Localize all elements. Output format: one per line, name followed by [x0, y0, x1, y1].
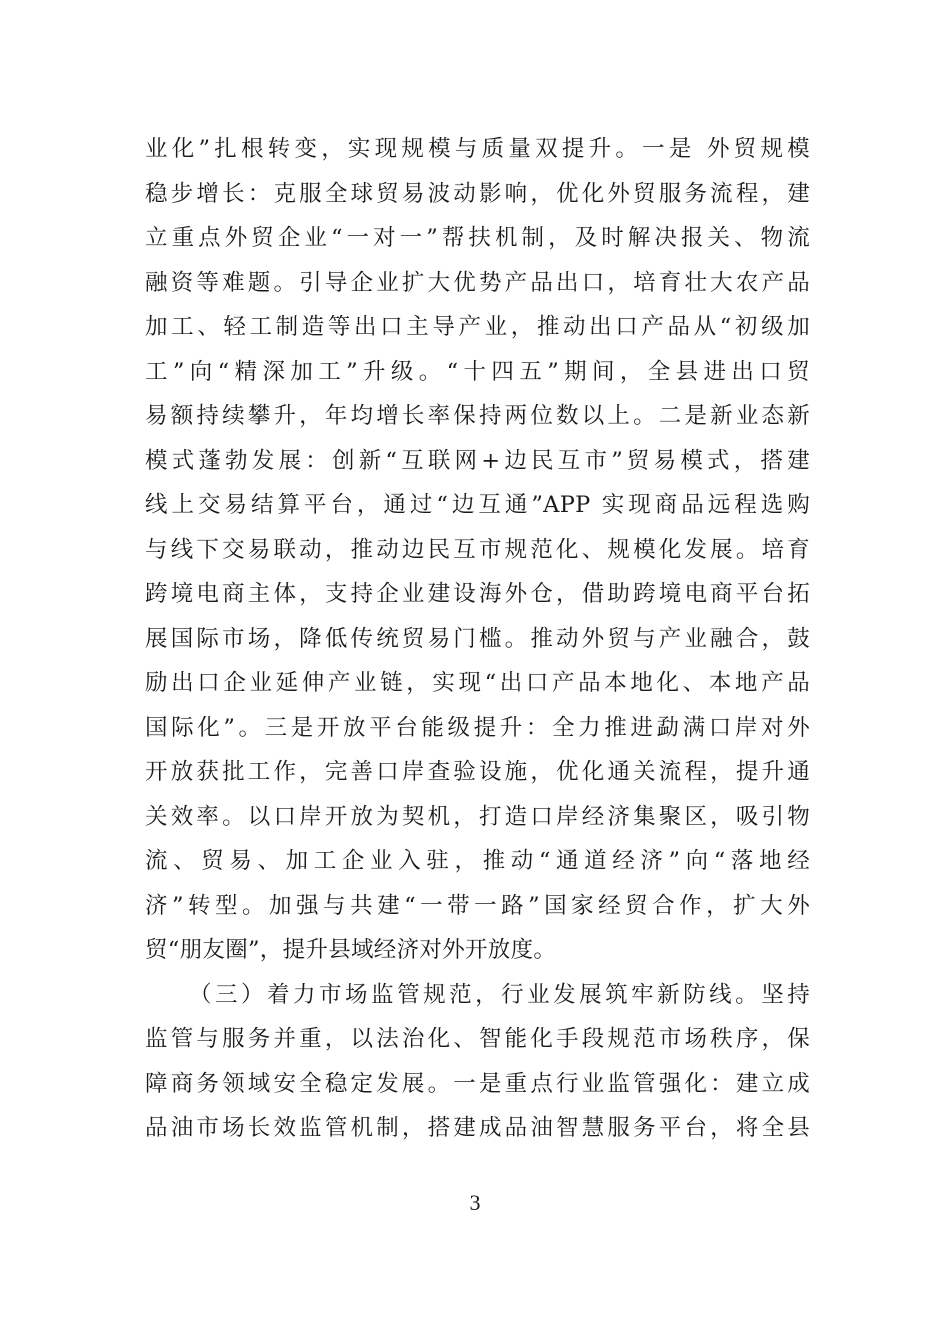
text-line: 展国际市场，降低传统贸易门槛。推动外贸与产业融合，鼓 [145, 625, 810, 652]
text-line: 线上交易结算平台，通过“边互通”APP 实现商品远程选购 [145, 492, 810, 518]
text-line: 品油市场长效监管机制，搭建成品油智慧服务平台，将全县 [145, 1115, 810, 1141]
text-line: 济”转型。加强与共建“一带一路”国家经贸合作，扩大外 [145, 892, 810, 919]
text-line: 励出口企业延伸产业链，实现“出口产品本地化、本地产品 [145, 670, 810, 696]
text-line: 稳步增长：克服全球贸易波动影响，优化外贸服务流程，建 [145, 180, 810, 207]
section-heading-line: （三）着力市场监管规范，行业发展筑牢新防线。坚持 [189, 981, 810, 1008]
text-line: 开放获批工作，完善口岸查验设施，优化通关流程，提升通 [145, 759, 810, 785]
text-line: 流、贸易、加工企业入驻，推动“通道经济”向“落地经 [145, 848, 810, 874]
text-line: 国际化”。三是开放平台能级提升：全力推进勐满口岸对外 [145, 714, 810, 741]
text-line: 跨境电商主体，支持企业建设海外仓，借助跨境电商平台拓 [145, 581, 810, 607]
text-line: 监管与服务并重，以法治化、智能化手段规范市场秩序，保 [145, 1026, 810, 1052]
text-line: 障商务领域安全稳定发展。一是重点行业监管强化：建立成 [145, 1070, 810, 1097]
text-line: 立重点外贸企业“一对一”帮扶机制，及时解决报关、物流 [145, 225, 810, 251]
page-number: 3 [469, 1190, 481, 1215]
paragraph-market-supervision [145, 973, 810, 1151]
text-line: 易额持续攀升，年均增长率保持两位数以上。二是新业态新 [145, 403, 810, 429]
text-line: 加工、轻工制造等出口主导产业，推动出口产品从“初级加 [145, 314, 810, 340]
text-line: 融资等难题。引导企业扩大优势产品出口，培育壮大农产品 [145, 269, 810, 296]
text-line: 关效率。以口岸开放为契机，打造口岸经济集聚区，吸引物 [145, 803, 810, 830]
paragraph-foreign-trade [145, 127, 810, 973]
text-line: 工”向“精深加工”升级。“十四五”期间，全县进出口贸 [145, 358, 810, 385]
body-text [145, 127, 810, 1151]
text-line: 贸“朋友圈”，提升县域经济对外开放度。 [145, 937, 557, 963]
text-line: 与线下交易联动，推动边民互市规范化、规模化发展。培育 [145, 536, 810, 563]
text-line: 模式蓬勃发展：创新“互联网+边民互市”贸易模式，搭建 [145, 447, 810, 474]
text-line: 业化”扎根转变，实现规模与质量双提升。一是 外贸规模 [145, 136, 810, 162]
